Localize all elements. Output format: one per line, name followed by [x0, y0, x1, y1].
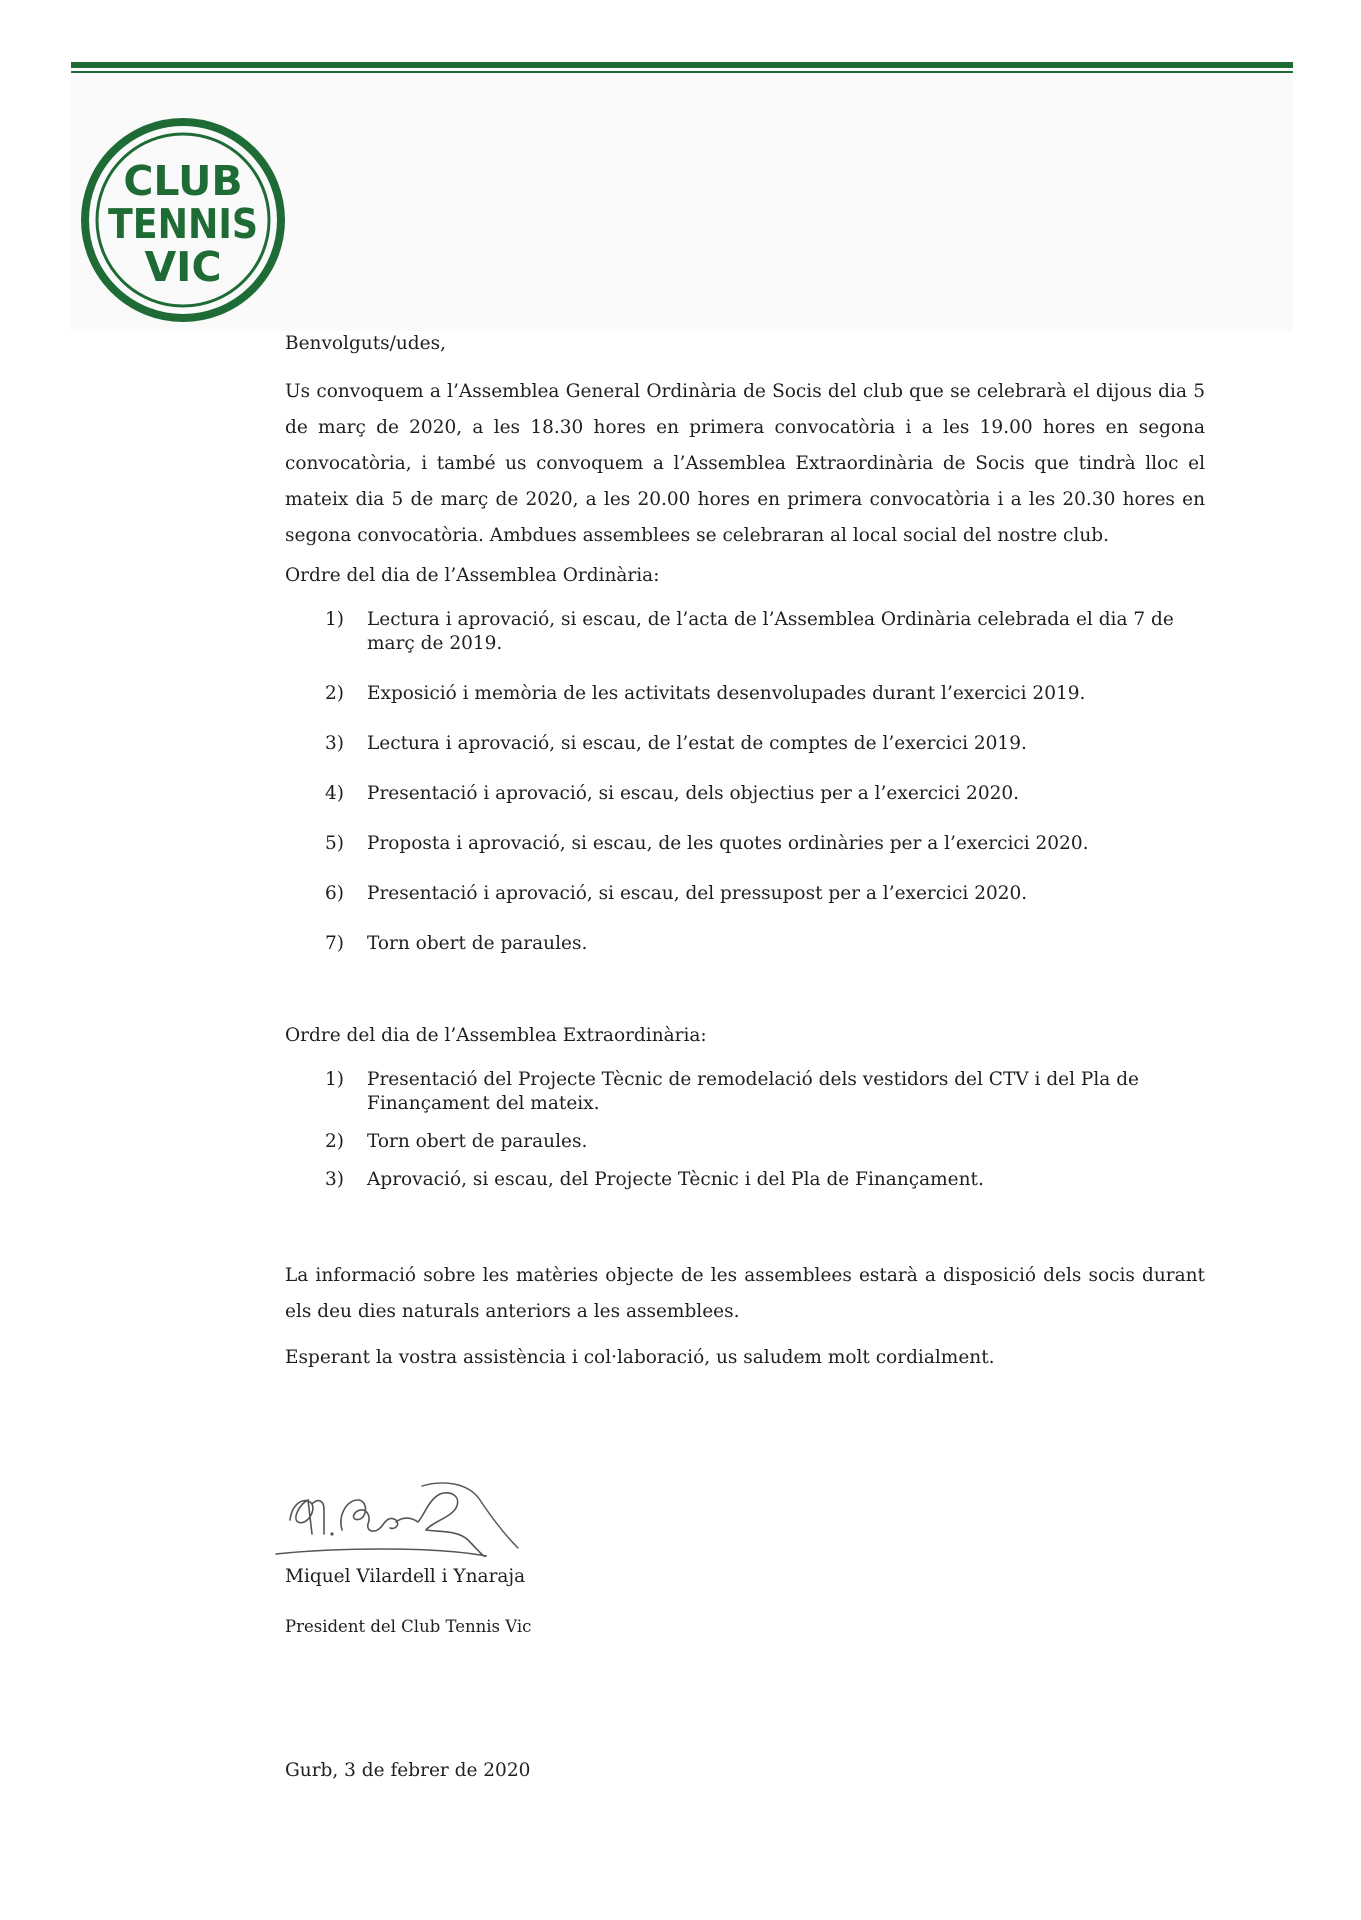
signer-role: President del Club Tennis Vic — [285, 1617, 532, 1636]
spacer — [285, 1218, 1205, 1258]
extraordinary-agenda-list — [285, 1068, 1205, 1192]
agenda-item-number: 2) — [325, 683, 344, 704]
agenda-item-number: 2) — [325, 1131, 344, 1152]
agenda-item-text: Proposta i aprovació, si escau, de les quotes ordinàries per a l’exercici 2020. — [367, 833, 1089, 854]
logo-line-2: TENNIS — [108, 200, 258, 248]
agenda-item-text: Presentació i aprovació, si escau, dels objectius per a l’exercici 2020. — [367, 783, 1020, 804]
logo-line-1: CLUB — [123, 157, 243, 205]
letter-body — [285, 326, 1205, 1386]
agenda-item-number: 1) — [325, 1069, 344, 1090]
club-tennis-vic-logo — [80, 117, 286, 323]
agenda-item — [285, 1068, 1205, 1116]
agenda-item-number: 5) — [325, 833, 344, 854]
agenda-item-number: 3) — [325, 1169, 344, 1190]
agenda-item-text: Lectura i aprovació, si escau, de l’acta de l’Assemblea Ordinària celebrada el dia 7 de març de 2019. — [367, 609, 1174, 654]
agenda-item-number: 7) — [325, 933, 344, 954]
agenda-item — [285, 832, 1205, 856]
letterhead-rule-thick — [71, 62, 1293, 68]
letterhead-rule-thin — [71, 71, 1293, 73]
handwritten-signature — [272, 1460, 562, 1560]
logo-line-3: VIC — [144, 243, 222, 291]
agenda-item — [285, 608, 1205, 656]
signer-name: Miquel Vilardell i Ynaraja — [285, 1566, 526, 1587]
agenda-item — [285, 732, 1205, 756]
agenda-item-text: Torn obert de paraules. — [367, 1131, 588, 1152]
greeting: Benvolguts/udes, — [285, 333, 446, 354]
agenda-item-text: Presentació i aprovació, si escau, del pressupost per a l’exercici 2020. — [367, 883, 1028, 904]
information-paragraph: La informació sobre les matèries objecte de les assemblees estarà a disposició dels socis durant els deu dies naturals anteriors a les assemblees. — [285, 1265, 1205, 1322]
agenda-item — [285, 882, 1205, 906]
agenda-item-number: 6) — [325, 883, 344, 904]
spacer — [285, 982, 1205, 1018]
agenda-item-text: Aprovació, si escau, del Projecte Tècnic i del Pla de Finançament. — [367, 1169, 984, 1190]
agenda-item — [285, 1168, 1205, 1192]
place-and-date: Gurb, 3 de febrer de 2020 — [285, 1760, 531, 1781]
ordinary-agenda-list — [285, 608, 1205, 956]
agenda-item-text: Presentació del Projecte Tècnic de remodelació dels vestidors del CTV i del Pla de Finançament del mateix. — [367, 1069, 1139, 1114]
intro-paragraph: Us convoquem a l’Assemblea General Ordinària de Socis del club que se celebrarà el dijous dia 5 de març de 2020, a les 18.30 hores en primera convocatòria i a les 19.00 hores en segona convocatòria, i també us convoquem a l’Assemblea Extraordinària de Socis que tindrà lloc el mateix dia 5 de març de 2020, a les 20.00 hores en primera convocatòria i a les 20.30 hores en segona convocatòria. Ambdues assemblees se celebraran al local social del nostre club. — [285, 381, 1205, 546]
ordinary-agenda-title: Ordre del dia de l’Assemblea Ordinària: — [285, 565, 660, 586]
agenda-item — [285, 1130, 1205, 1154]
agenda-item — [285, 782, 1205, 806]
agenda-item-number: 4) — [325, 783, 344, 804]
extraordinary-agenda-title: Ordre del dia de l’Assemblea Extraordinària: — [285, 1025, 707, 1046]
agenda-item-text: Torn obert de paraules. — [367, 933, 588, 954]
agenda-item — [285, 682, 1205, 706]
agenda-item-text: Lectura i aprovació, si escau, de l’estat de comptes de l’exercici 2019. — [367, 733, 1027, 754]
closing-paragraph: Esperant la vostra assistència i col·laboració, us saludem molt cordialment. — [285, 1347, 995, 1368]
agenda-item — [285, 932, 1205, 956]
agenda-item-text: Exposició i memòria de les activitats desenvolupades durant l’exercici 2019. — [367, 683, 1086, 704]
agenda-item-number: 1) — [325, 609, 344, 630]
agenda-item-number: 3) — [325, 733, 344, 754]
